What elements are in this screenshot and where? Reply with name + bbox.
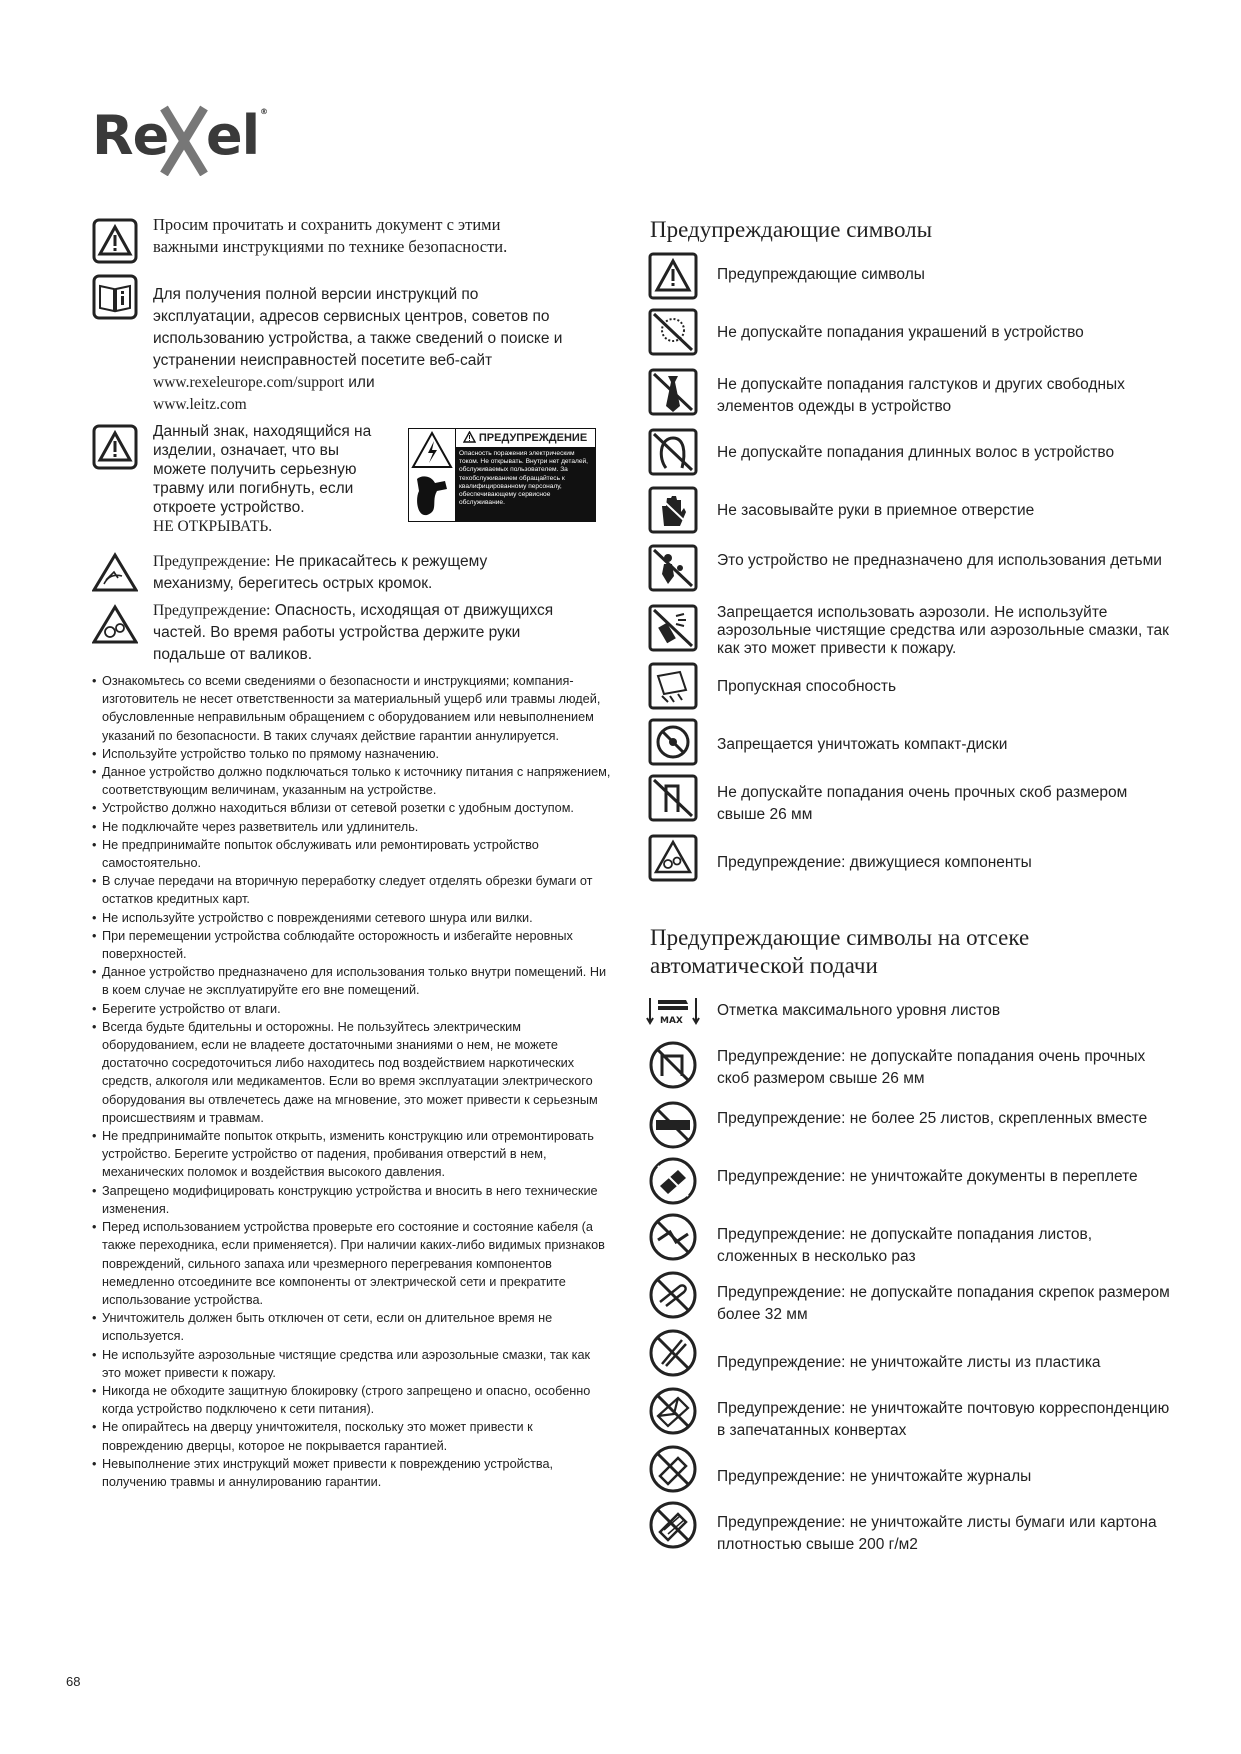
no-heavy-staples-icon xyxy=(648,1040,698,1095)
symbol-text-no-children: Это устройство не предназначено для использования детьми xyxy=(717,552,1162,569)
feeder-text-paperclips: Предупреждение: не допускайте попадания скрепок размером более 32 мм xyxy=(717,1284,1170,1323)
shock-warning-label xyxy=(408,428,596,522)
bullet-item: • Не используйте аэрозольные чистящие средства или аэрозольные смазки, так как это может привести к пожару. xyxy=(92,1346,612,1382)
bullet-item: • Не опирайтесь на дверцу уничтожителя, поскольку это может привести к повреждению дверцы, которое не покрывается гарантией. xyxy=(92,1418,612,1454)
no-magazines-icon xyxy=(648,1444,698,1499)
shock-label-header xyxy=(455,429,595,448)
moving-parts-warning-body: Опасность, исходящая от движущихся частей. Во время работы устройства держите руки подальше от валиков. xyxy=(153,602,554,663)
bullet-item: • Данное устройство предназначено для использования только внутри помещений. Ни в коем случае не эксплуатируйте его вне помещений. xyxy=(92,963,612,999)
no-staples-icon xyxy=(648,774,698,827)
bullet-item: • Берегите устройство от влаги. xyxy=(92,1000,612,1018)
cutting-warning-prefix: Предупреждение: xyxy=(153,553,271,570)
logo-text-re: Re xyxy=(92,104,169,167)
no-aerosol-icon xyxy=(648,604,698,657)
shock-label-icons xyxy=(409,429,456,521)
page-number: 68 xyxy=(66,1674,81,1689)
no-bound-docs-icon xyxy=(648,1156,698,1211)
intro-manual-text xyxy=(153,284,578,416)
feeder-text-heavy-staples: Предупреждение: не допускайте попадания очень прочных скоб размером свыше 26 мм xyxy=(717,1048,1146,1087)
symbol-text-no-hands: Не засовывайте руки в приемное отверстие xyxy=(717,502,1035,519)
symbol-text-moving-parts: Предупреждение: движущиеся компоненты xyxy=(717,854,1032,871)
bullet-item: • Запрещено модифицировать конструкцию устройства и вносить в него технические изменения. xyxy=(92,1182,612,1218)
bullet-item: • Данное устройство должно подключаться только к источнику питания с напряжением, соответствующим величинам, указанным на устройстве. xyxy=(92,763,612,799)
cutting-warning-text xyxy=(153,551,553,595)
symbol-text-no-aerosol: Запрещается использовать аэрозоли. Не используйте аэрозольные чистящие средства или аэрозольные смазки, так как это может привести к пожару. xyxy=(717,604,1169,657)
cutting-warning-body: Не прикасайтесь к режущему механизму, берегитесь острых кромок. xyxy=(153,553,488,592)
feeder-text-max-level: Отметка максимального уровня листов xyxy=(717,1002,1001,1019)
feeder-text-plastic: Предупреждение: не уничтожайте листы из пластика xyxy=(717,1354,1101,1371)
no-paperclips-icon xyxy=(648,1270,698,1325)
no-hands-icon xyxy=(648,486,698,539)
bullet-item: • Не предпринимайте попыток открыть, изменить конструкцию или отремонтировать устройство. Берегите устройство от падения, пробивания отверстий в нем, механических поломок и воздействия высокого давления. xyxy=(92,1127,612,1182)
warning-icon xyxy=(648,252,698,305)
feeder-text-cardboard: Предупреждение: не уничтожайте листы бумаги или картона плотностью свыше 200 г/м2 xyxy=(717,1514,1157,1553)
symbol-text-no-cd: Запрещается уничтожать компакт-диски xyxy=(717,736,1008,753)
logo-x-shape xyxy=(164,108,204,174)
max-level-icon xyxy=(646,996,700,1031)
read-warning-icon xyxy=(92,218,138,269)
intro-read-text: Просим прочитать и сохранить документ с этими важными инструкциями по технике безопасности. xyxy=(153,215,508,256)
bullet-item: • Не предпринимайте попыток обслуживать или ремонтировать устройство самостоятельно. xyxy=(92,836,612,872)
safety-bullet-list xyxy=(92,672,612,1491)
feeder-text-25-sheets: Предупреждение: не более 25 листов, скрепленных вместе xyxy=(717,1110,1148,1127)
bullet-item: • Не используйте устройство с повреждениями сетевого шнура или вилки. xyxy=(92,909,612,927)
manual-icon xyxy=(92,274,138,325)
sign-text: Данный знак, находящийся на изделии, означает, что вы можете получить серьезную травму или погибнуть, если откроете устройство. xyxy=(153,423,372,516)
feeder-text-bound-docs: Предупреждение: не уничтожайте документы в переплете xyxy=(717,1168,1138,1185)
feeder-text-magazines: Предупреждение: не уничтожайте журналы xyxy=(717,1468,1032,1485)
rexel-logo xyxy=(92,96,272,189)
no-tie-icon xyxy=(648,368,698,421)
no-hair-icon xyxy=(648,428,698,481)
bullet-item: • Ознакомьтесь со всеми сведениями о безопасности и инструкциями; компания-изготовитель не несет ответственности за материальный ущерб или травмы людей, обусловленные неправильным обращением с оборудованием или невыполнением указаний по безопасности. В таких случаях действие гарантии аннулируется. xyxy=(92,672,612,745)
bullet-item: • Никогда не обходите защитную блокировку (строго запрещено и опасно, особенно когда устройство подключено к сети питания). xyxy=(92,1382,612,1418)
sign-description xyxy=(153,422,393,536)
logo-registered-mark: ® xyxy=(260,107,267,116)
leitz-link[interactable]: www.leitz.com xyxy=(153,396,247,413)
cutting-hazard-icon xyxy=(92,552,138,597)
or-text: или xyxy=(343,374,375,391)
small-warning-icon xyxy=(463,431,476,443)
feeder-symbols-title: Предупреждающие символы на отсеке автоматической подачи xyxy=(650,925,1030,978)
moving-parts-warning-text xyxy=(153,600,563,666)
bullet-item: • Невыполнение этих инструкций может привести к повреждению устройства, получению травмы и аннулированию гарантии. xyxy=(92,1455,612,1491)
symbol-text-no-tie: Не допускайте попадания галстуков и других свободных элементов одежды в устройство xyxy=(717,376,1125,415)
shock-label-body: Опасность поражения электрическим током. Не открывать. Внутри нет деталей, обслуживаемых пользователем. За техобслуживанием обращайтесь к квалифицированному персоналу, обеспечивающему сервисное обслуживание. xyxy=(455,448,595,521)
symbol-text-warning: Предупреждающие символы xyxy=(717,266,925,283)
no-envelopes-icon xyxy=(648,1386,698,1441)
moving-parts-icon xyxy=(648,834,698,887)
no-jewelry-icon xyxy=(648,308,698,361)
no-plastic-icon xyxy=(648,1328,698,1383)
support-link[interactable]: www.rexeleurope.com/support xyxy=(153,374,344,391)
bullet-item: • В случае передачи на вторичную переработку следует отделять обрезки бумаги от остатков кредитных карт. xyxy=(92,872,612,908)
capacity-icon xyxy=(648,662,698,715)
no-cd-icon xyxy=(648,718,698,771)
moving-parts-warning-prefix: Предупреждение: xyxy=(153,602,271,619)
logo-text-el: el xyxy=(206,104,260,167)
bullet-item: • Устройство должно находиться вблизи от сетевой розетки с удобным доступом. xyxy=(92,799,612,817)
bullet-item: • Перед использованием устройства проверьте его состояние и состояние кабеля (а также переходника, если применяется). При наличии каких-либо видимых признаков повреждений, сильного запаха или чрезмерного перегревания компонентов немедленно отсоедините все компоненты от электрической сети и прекратите использование устройства. xyxy=(92,1218,612,1309)
intro-manual-body: Для получения полной версии инструкций по эксплуатации, адресов сервисных центров, советов по использованию устройства, а также сведений о поиске и устранении неисправностей посетите веб-сайт xyxy=(153,286,563,369)
no-children-icon xyxy=(648,544,698,597)
warning-symbols-title: Предупреждающие символы xyxy=(650,217,933,242)
moving-parts-hazard-icon xyxy=(92,604,138,649)
do-not-open-text: НЕ ОТКРЫВАТЬ. xyxy=(153,518,273,535)
bullet-item: • Не подключайте через разветвитель или удлинитель. xyxy=(92,818,612,836)
shock-label-title: ПРЕДУПРЕЖДЕНИЕ xyxy=(478,432,588,444)
bullet-item: • Используйте устройство только по прямому назначению. xyxy=(92,745,612,763)
symbol-text-capacity: Пропускная способность xyxy=(717,678,897,695)
feeder-text-envelopes: Предупреждение: не уничтожайте почтовую корреспонденцию в запечатанных конвертах xyxy=(717,1400,1170,1439)
rexel-logo-mark xyxy=(92,96,272,176)
symbol-text-no-jewelry: Не допускайте попадания украшений в устройство xyxy=(717,324,1084,341)
bullet-item: • Всегда будьте бдительны и осторожны. Не пользуйтесь электрическим оборудованием, если не владеете достаточными знаниями о нем, не можете достаточно сосредоточиться либо находитесь под воздействием наркотических средств, алкоголя или медикаментов. Если во время эксплуатации электрического оборудования вы отвлечетесь даже на мгновение, это может привести к серьезным происшествиям и травмам. xyxy=(92,1018,612,1127)
no-folded-sheets-icon xyxy=(648,1212,698,1267)
max-25-sheets-icon xyxy=(648,1100,698,1155)
no-cardboard-icon xyxy=(648,1500,698,1555)
max-label: MAX xyxy=(660,1016,683,1026)
symbol-text-no-staples: Не допускайте попадания очень прочных скоб размером свыше 26 мм xyxy=(717,784,1128,823)
sign-warning-icon xyxy=(92,424,138,475)
bullet-item: • Уничтожитель должен быть отключен от сети, если он длительное время не используется. xyxy=(92,1309,612,1345)
symbol-text-no-hair: Не допускайте попадания длинных волос в устройство xyxy=(717,444,1115,461)
bullet-item: • При перемещении устройства соблюдайте осторожность и избегайте неровных поверхностей. xyxy=(92,927,612,963)
feeder-text-folded-sheets: Предупреждение: не допускайте попадания листов, сложенных в несколько раз xyxy=(717,1226,1093,1265)
